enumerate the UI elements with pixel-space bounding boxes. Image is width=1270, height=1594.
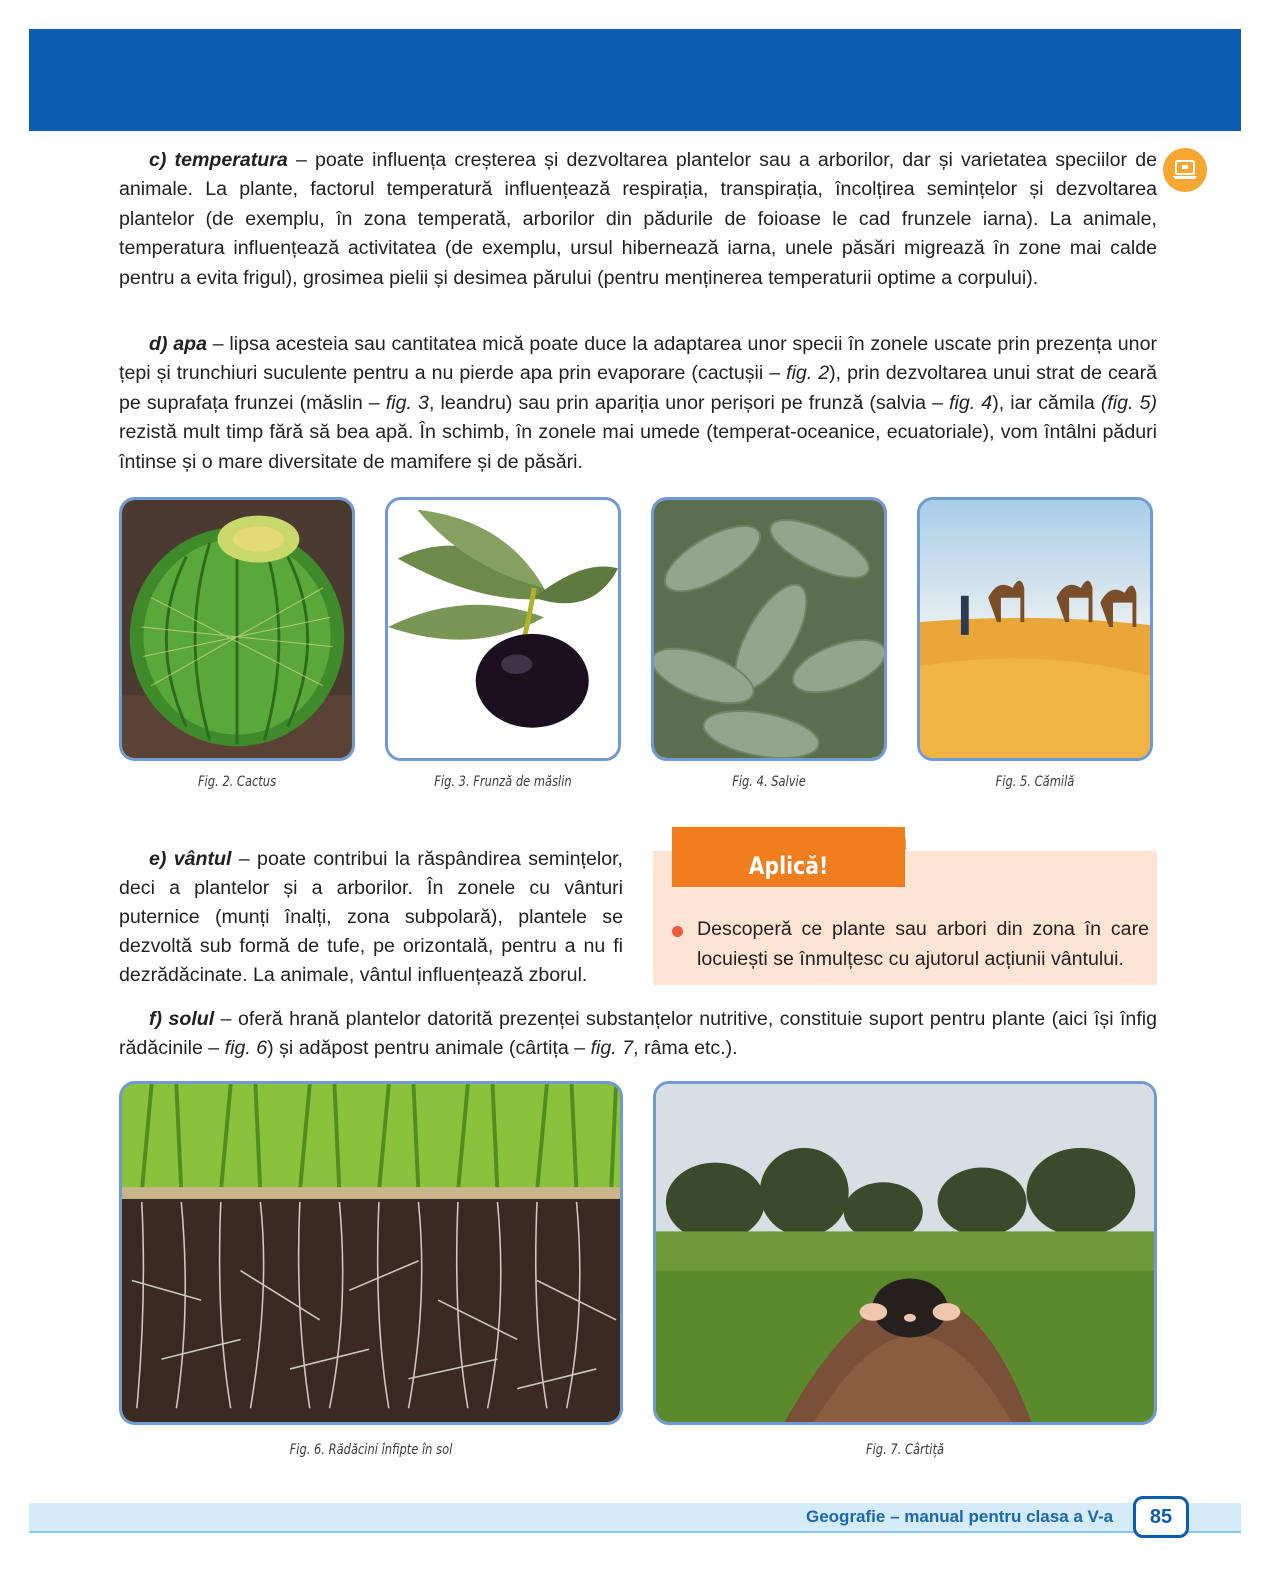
- page-number: 85: [1133, 1496, 1189, 1538]
- soil-paragraph: [119, 1005, 1157, 1064]
- mole-image: [653, 1081, 1157, 1425]
- temperature-paragraph: [119, 146, 1157, 293]
- book-title: Geografie – manual pentru clasa a V-a: [806, 1507, 1114, 1526]
- temperature-text: – poate influența creșterea și dezvoltarea plantelor sau a arborilor, dar și varietatea speciilor de animale. La plante, factorul temperatură influențează respirația, transpirația, încolțirea semințelor și dezvoltarea plantelor (de exemplu, în zona temperată, arborilor din pădurile de foioase le cad frunzele iarna). La animale, temperatura influențează activitatea (de exemplu, ursul hibernează iarna, unele păsări migrează în zone mai calde pentru a evita frigul), grosimea pielii și desimea părului (pentru menținerea temperaturii optime a corpului).: [119, 149, 1157, 289]
- apply-text: Descoperă ce plante sau arbori din zona în care locuiești se înmulțesc cu ajutorul acțiunii vântului.: [697, 918, 1149, 970]
- bullet-icon: [672, 926, 683, 937]
- water-text: rezistă mult timp fără să bea apă. În schimb, în zonele mai umede (temperat-oceanice, ecuatoriale), vom întâlni păduri întinse și o mare diversitate de mamifere și de păsări.: [119, 421, 1157, 473]
- wind-paragraph: [119, 845, 623, 990]
- roots-image: [119, 1081, 623, 1425]
- water-text: ), prin dezvoltarea unui strat de ceară pe suprafața frunzei (măslin –: [119, 362, 1157, 414]
- wind-term: e) vântul: [149, 848, 232, 870]
- water-text: ), iar cămila: [992, 391, 1101, 414]
- laptop-icon: [1163, 148, 1207, 192]
- fig-ref: fig. 4: [949, 391, 993, 414]
- soil-text: – oferă hrană plantelor datorită prezenței substanțelor nutritive, constituie suport pentru plante (aici își înfig rădăcinile –: [119, 1008, 1158, 1060]
- water-text: – lipsa acesteia sau cantitatea mică poate duce la adaptarea unor specii în zonele uscate prin prezența unor țepi și trunchiuri suculente pentru a nu pierde apa prin evaporare (cactușii –: [119, 333, 1157, 385]
- cactus-image: [119, 497, 355, 761]
- figure-caption: Fig. 2. Cactus: [197, 774, 277, 790]
- fig-ref: fig. 3: [385, 391, 429, 414]
- fig-ref: (fig. 5): [1100, 391, 1158, 414]
- header-bar: [29, 29, 1241, 131]
- water-term: d) apa: [149, 333, 208, 355]
- figure-caption: Fig. 3. Frunză de măslin: [434, 774, 572, 790]
- figure-caption: Fig. 6. Rădăcini înfipte în sol: [289, 1442, 453, 1458]
- apply-title: Aplică!: [748, 852, 829, 880]
- fig-ref: fig. 2: [786, 362, 830, 385]
- fig-ref: fig. 7: [590, 1037, 634, 1060]
- figure-caption: Fig. 4. Salvie: [732, 774, 806, 790]
- temperature-term: c) temperatura: [149, 149, 288, 171]
- water-paragraph: [119, 330, 1157, 477]
- soil-term: f) solul: [149, 1008, 215, 1030]
- fig-ref: fig. 6: [224, 1037, 268, 1060]
- soil-text: ) și adăpost pentru animale (cârtița –: [267, 1037, 591, 1060]
- wind-text: – poate contribui la răspândirea semințelor, deci a plantelor și a arborilor. În zonele cu vânturi puternice (munți înalți, zona subpolară), plantele se dezvoltă sub formă de tufe, pe orizontală, pentru a nu fi dezrădăcinate. La animale, vântul influențează zborul.: [119, 848, 623, 986]
- figure-caption: Fig. 5. Cămilă: [995, 774, 1075, 790]
- sage-image: [651, 497, 887, 761]
- water-text: , leandru) sau prin apariția unor perișori pe frunză (salvia –: [428, 391, 950, 414]
- camel-image: [917, 497, 1153, 761]
- olive-leaf-image: [385, 497, 621, 761]
- figure-caption: Fig. 7. Cârtiță: [865, 1442, 944, 1458]
- soil-text: , râma etc.).: [633, 1037, 738, 1060]
